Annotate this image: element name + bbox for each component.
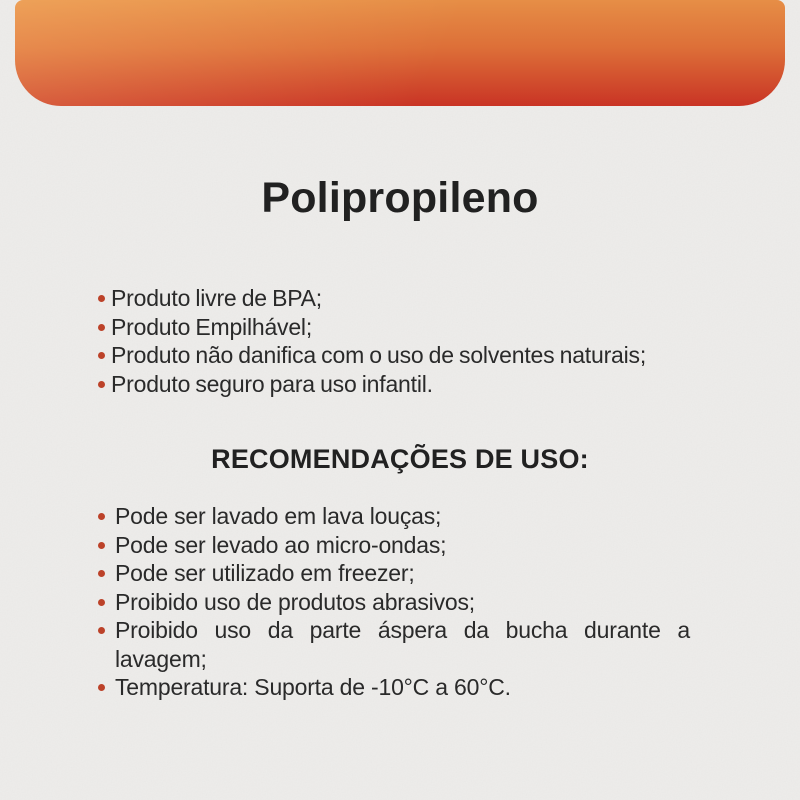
features-list [98,284,694,398]
bullet-icon [98,295,105,302]
bullet-icon [98,352,105,359]
list-item-text: Produto seguro para uso infantil. [111,370,433,397]
list-item [98,284,694,313]
recommendations-list [98,502,698,702]
list-item [98,313,694,342]
list-item-text: Temperatura: Suporta de -10°C a 60°C. [115,674,511,700]
list-item [98,531,698,560]
list-item-text: Pode ser lavado em lava louças; [115,503,442,529]
list-item [98,673,698,702]
bullet-icon [98,381,105,388]
bullet-icon [98,542,105,549]
list-item [98,341,694,370]
recommendations-heading: RECOMENDAÇÕES DE USO: [211,444,589,474]
bullet-icon [98,599,105,606]
list-item [98,559,698,588]
bullet-icon [98,684,105,691]
list-item-text: Produto Empilhável; [111,313,313,340]
list-item [98,502,698,531]
bullet-icon [98,324,105,331]
bullet-icon [98,627,105,634]
list-item [98,588,698,617]
list-item-text: Proibido uso da parte áspera da bucha durante a lavagem; [115,617,690,672]
bullet-icon [98,513,105,520]
list-item [98,370,694,399]
bullet-icon [98,570,105,577]
list-item [98,616,698,673]
list-item-text: Proibido uso de produtos abrasivos; [115,588,475,615]
list-item-text: Produto livre de BPA; [111,285,322,311]
page-title: Polipropileno [261,174,539,222]
list-item-text: Produto não danifica com o uso de solventes naturais; [111,342,647,368]
header-gradient-bar [15,0,785,106]
list-item-text: Pode ser levado ao micro-ondas; [115,531,447,558]
list-item-text: Pode ser utilizado em freezer; [115,560,415,586]
